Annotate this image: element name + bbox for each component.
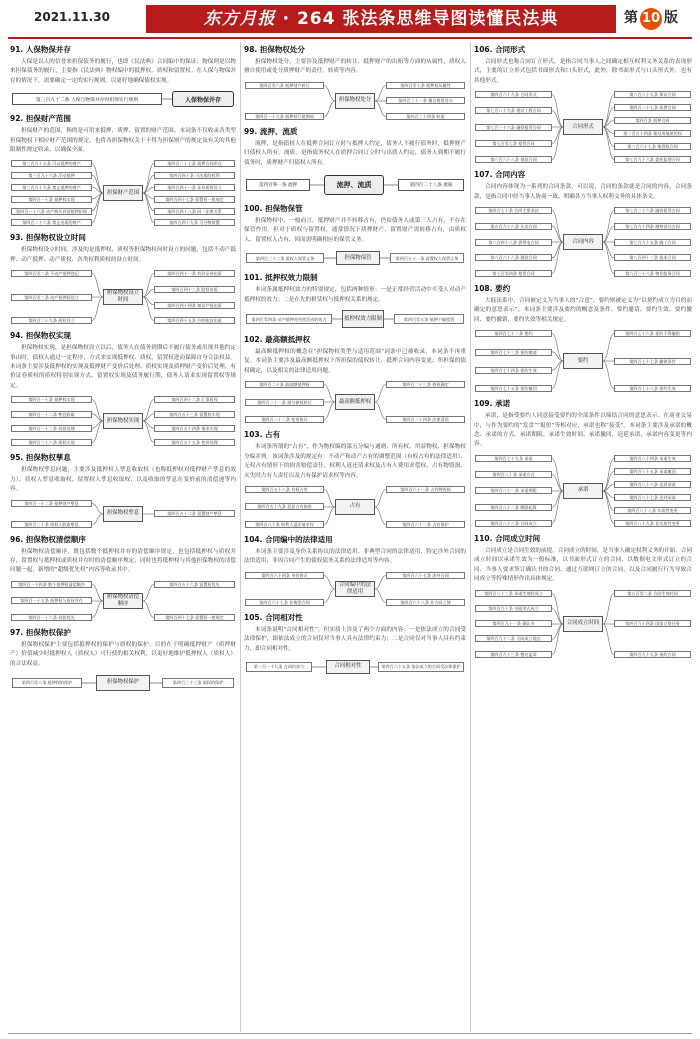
section-107 xyxy=(474,169,692,278)
section-body: 担保物权设立时间，涉及的是抵押权、质权等担保物权何时设立的问题，包括不动产抵押、动产抵押、动产质权、各类权利质权的设立时间。 xyxy=(10,247,236,263)
article-box: 第三百九十二条 人保与物保并存时担保实行规则 xyxy=(12,93,162,105)
mindmap-hub: 担保物权清偿顺序 xyxy=(103,593,143,609)
article-node: 第四百七十三条 要约邀请 xyxy=(475,349,552,356)
article-node: 第四百一十三条 价款处理 xyxy=(11,425,92,432)
article-node: 第四百六十条 权利人返还请求权 xyxy=(245,521,324,528)
mindmap-hub: 担保物保管 xyxy=(336,251,380,265)
article-node: 第四百一十五条 抵押权与质权并存 xyxy=(11,597,92,604)
mindmap xyxy=(10,159,236,227)
article-node: 第四百七十九条 承诺 xyxy=(475,455,552,462)
article-box: 第四百零一条 流押 xyxy=(246,179,310,191)
article-node: 第七百九十六条 委托监理合同 xyxy=(614,156,691,163)
article-node: 第五百九十六条 买卖合同 xyxy=(475,223,552,230)
section-title: 95. 担保物权孳息 xyxy=(10,453,71,463)
article-node: 第三百五十四条 建设用地使用权 xyxy=(614,130,691,137)
article-node: 第四百三十二条 质权人保管义务 xyxy=(246,253,324,263)
section-92 xyxy=(10,113,236,227)
article-node: 第四百一十九条 抵押权行使期间 xyxy=(245,113,324,120)
section-body: 担保物权实现，是担保物权设立以后，债务人在债务到期后不履行债务或出现其他约定事由时，债权人通过一定程序，方式来实现抵押权、质权、留置权进而保障自身合法权益。本词条主要涉及抵押权的实现及抵押财产变价后处理、质权实现及质押财产变价后处理，有价证券质权的质权特别实现方式、留置权实现及债务履行期，债务人请求实现留置权等规定。 xyxy=(10,345,236,389)
article-node: 第四百条 抵押合同 xyxy=(614,117,691,124)
article-node: 第四百五十八条 有权占有 xyxy=(245,486,324,493)
mindmap xyxy=(10,580,236,622)
mindmap xyxy=(10,269,236,325)
section-96 xyxy=(10,534,236,622)
column-divider xyxy=(240,42,241,1032)
article-node: 第三百九十六条 浮动抵押 xyxy=(11,172,92,179)
article-node: 第四百零八条 抵押权的保护 xyxy=(12,678,82,688)
article-node: 第四百四十七条 留置权一般规定 xyxy=(154,196,235,203)
footer-rule xyxy=(8,1033,692,1034)
section-100 xyxy=(244,203,466,267)
article-node: 第四百五十四条 请求实现 xyxy=(154,425,235,432)
section-body: 担保物权清偿顺序，既包括数个抵押权并存的清偿顺序规定，也包括抵押权与质权并存，留置权与抵押权或质权并存时的清偿顺序规定，同时也将抵押权与其他担保物权的清偿问题一起，新增的“超级优先权”内容等收录其中。 xyxy=(10,548,236,574)
header-rule xyxy=(8,37,692,39)
mindmap xyxy=(474,589,692,659)
section-title: 98. 担保物权处分 xyxy=(244,45,305,54)
section-title: 106. 合同形式 xyxy=(474,45,526,54)
section-93 xyxy=(10,232,236,325)
article-node: 第四百四十七条 留置权一般规定 xyxy=(154,614,235,621)
section-body: 担保物权孳息问题，主要涉及抵押权人孳息收取权（也称抵押权对抵押财产孳息的效力）、质权人孳息收取权、留置权人孳息收取权，以及收取的孳息在变价前的清偿递等内容。 xyxy=(10,467,236,493)
article-node: 第四百八十条 承诺方式 xyxy=(475,471,552,478)
masthead-title: · 264 张法条思维导图读懂民法典 xyxy=(282,9,559,29)
article-node: 第四百八十二条 期限起算 xyxy=(475,504,552,511)
article-node: 第四百八十一条 承诺期限 xyxy=(475,487,552,494)
section-title: 102. 最高额抵押权 xyxy=(244,335,311,345)
section-95 xyxy=(10,452,236,528)
mindmap xyxy=(244,249,466,267)
mindmap xyxy=(244,658,466,676)
section-title: 107. 合同内容 xyxy=(474,170,526,180)
page-prefix: 第 xyxy=(624,10,638,26)
article-node: 第四百零二条 不动产抵押登记 xyxy=(11,270,92,277)
mindmap-hub: 担保物权设立时间 xyxy=(103,289,143,305)
article-node: 第四百八十五条 承诺撤回 xyxy=(614,468,691,475)
article-node: 第四百八十九条 非实质性变更 xyxy=(614,520,691,527)
section-98 xyxy=(244,44,466,121)
section-title: 93. 担保物权设立时间 xyxy=(10,233,86,243)
article-box: 第四百二十八条 流质 xyxy=(398,179,464,191)
mindmap-hub: 担保物权处分 xyxy=(335,93,375,109)
column-1 xyxy=(10,42,236,1032)
article-node: 第四百五十三条 留置权实现 xyxy=(154,411,235,418)
article-node: 第四百二十四条 法律适用 xyxy=(386,416,465,423)
article-node: 第四百四十八条 同一法律关系 xyxy=(154,208,235,215)
article-node: 第四百二十条 最高额抵押权 xyxy=(245,381,324,388)
article-node: 第四百四十四条 知识产权出质 xyxy=(154,302,235,309)
article-node: 第四百二十三条 债权确定 xyxy=(386,381,465,388)
article-node: 第四百三十三条 质权的保护 xyxy=(162,678,234,688)
section-title: 101. 抵押权效力限制 xyxy=(244,273,318,283)
section-title: 100. 担保物保管 xyxy=(244,204,303,214)
article-node: 第四百零三条 动产抵押权设立 xyxy=(11,294,92,301)
article-node: 第七百零四条 租赁合同 xyxy=(475,270,552,277)
section-body: 合同形式也称合同订立形式，是指合同当事人之间确定相互权利义务关系的表现形式，主要的订立形式包括书面形式和口头形式，此外，除书面形式与口头形式外，也有其他形式。 xyxy=(474,59,692,84)
article-node: 第四百五十二条 留置财产孳息 xyxy=(154,510,235,517)
article-node: 第四百七十八条 要约失效 xyxy=(614,385,691,392)
mindmap xyxy=(474,90,692,164)
section-104 xyxy=(244,534,466,607)
section-body: 大陆法系中，合同被定义为当事人的“合意”，要约则被定义为“以契约成立为目的而确定的意思表示”。本词条主要涉及要约的概念及条件、要约邀请、要约生效、要约撤回、要约撤销、要约失效等相关规定。 xyxy=(474,298,692,323)
article-node: 第四百七十四条 要约生效 xyxy=(475,367,552,374)
masthead-band xyxy=(146,5,616,33)
article-node: 第四百七十二条 要约 xyxy=(475,330,552,337)
article-node: 第四百二十六条 禁止出质的财产 xyxy=(11,219,92,226)
mindmap-hub: 抵押权效力限制 xyxy=(342,310,384,328)
page-number xyxy=(624,7,678,30)
article-node: 第六百六十八条 借款合同 xyxy=(475,156,552,163)
article-node: 第三百九十九条 禁止抵押的财产 xyxy=(11,184,92,191)
section-title: 97. 担保物权保护 xyxy=(10,627,71,637)
mindmap xyxy=(244,172,466,198)
article-node: 第七百三十六条 融资租赁合同 xyxy=(614,207,691,214)
article-node: 第七百八十九条 建设工程合同 xyxy=(475,107,552,114)
page-header xyxy=(0,0,700,38)
article-node: 第四百五十九条 恶意占有损害 xyxy=(245,503,324,510)
section-101 xyxy=(244,272,466,329)
mindmap-hub: 要约 xyxy=(563,353,603,369)
article-node: 第八百四十三条 技术合同 xyxy=(614,254,691,261)
section-title: 92. 担保财产范围 xyxy=(10,114,71,124)
page-num-badge: 10 xyxy=(640,8,662,30)
section-title: 96. 担保物权清偿顺序 xyxy=(10,534,86,544)
article-node: 第四百一十六条 动产购买价款抵押担保 xyxy=(11,208,92,215)
section-body: 担保物权中，一般而言，抵押财产并不转移占有，仍由债务人或第三人占有，不存在保管作用。但对于质权与留置权，通常情况下质押财产、留置财产需转移占有，由质权人、留置权人占有，因而需明确相应的保管义务。 xyxy=(244,218,466,243)
mindmap xyxy=(474,454,692,528)
article-node: 第六百八十五条 保证合同 xyxy=(614,91,691,98)
mindmap-hub: 合同相对性 xyxy=(326,660,370,674)
mindmap-hub: 担保物权实现 xyxy=(103,413,143,429)
article-node: 第四百二十七条 质押合同 xyxy=(614,104,691,111)
section-99 xyxy=(244,126,466,198)
article-node: 第四百六十一条 占有物毁损 xyxy=(386,486,465,493)
article-node: 第四百三十六条 质权实现 xyxy=(11,439,92,446)
article-node: 第四百六十四条 身份协议 xyxy=(245,572,324,579)
section-91 xyxy=(10,44,236,108)
mindmap xyxy=(10,499,236,529)
article-node: 第四百一十二条 抵押财产孳息 xyxy=(11,500,92,507)
article-node: 第四百九十四条 国家订货任务 xyxy=(614,620,691,627)
mindmap-hub: 合同形式 xyxy=(563,119,603,135)
article-node: 第四百八十八条 实质性变更 xyxy=(614,507,691,514)
article-node: 第六百六十八条 借款合同 xyxy=(475,254,552,261)
mindmap-hub: 最高额抵押权 xyxy=(335,394,375,410)
mindmap-hub: 担保财产范围 xyxy=(103,185,143,201)
mindmap-hub: 合同内容 xyxy=(563,234,603,250)
section-body: 本词条属抵押权效力的特别规定，包括两种情形：一是正常经营活动中买受人对动产抵押权的效力；二是在先的租赁权与抵押权关系的规定。 xyxy=(244,287,466,303)
article-node: 第四百九十三条 签名盖章 xyxy=(475,651,552,658)
column-divider xyxy=(470,42,471,1032)
section-body: 承诺，是指受要约人同意接受要约的全部条件以缔结合同的意思表示。在商业交易中，与作为要约的“发盘”“报价”等相对应，承诺也称“接受”。本词条主要涉及承诺的概念、承诺的方式、承诺期限、承诺生效时间、承诺撤回、迟延承诺、承诺内容变更等内容。 xyxy=(474,413,692,448)
section-102 xyxy=(244,334,466,424)
article-node: 第四百四十五条 应收账款出质 xyxy=(154,317,235,324)
article-node: 第四百二十九条 质权设立 xyxy=(11,317,92,324)
article-node: 第四百七十六条 要约不得撤销 xyxy=(614,330,691,337)
article-node: 第四百六十五条 依法成立的合同受法律保护 xyxy=(378,662,464,672)
article-node: 第五百零二条 合同生效时间 xyxy=(614,590,691,597)
article-node: 第四百八十七条 迟到承诺 xyxy=(614,494,691,501)
article-node: 第四百三十四条 转质 xyxy=(386,113,465,120)
article-node: 第四百六十七条 涉外合同 xyxy=(386,572,465,579)
article-node: 第四百六十九条 合同形式 xyxy=(475,91,552,98)
mindmap xyxy=(10,395,236,447)
article-node: 第四百零四条 动产抵押对经营活动的效力 xyxy=(246,314,332,324)
section-title: 110. 合同成立时间 xyxy=(474,533,541,543)
article-node: 第四百七十七条 撤销条件 xyxy=(614,358,691,365)
mindmap-hub: 担保物权孳息 xyxy=(103,506,143,522)
article-node: 第四百五十一条 留置权人保管义务 xyxy=(390,253,464,263)
section-body: 流押，是指债权人在抵押合同订立时与抵押人约定，债务人不履行债务时，抵押财产归债权人所有。流质，是指债务权人在质押合同订立时与出质人约定，债务人到期不履行债务时，质押财产归债权人所有。 xyxy=(244,140,466,166)
section-title: 94. 担保物权实现 xyxy=(10,331,71,341)
article-node: 第四百八十三条 承诺生效时成立 xyxy=(475,590,552,597)
section-title: 105. 合同相对性 xyxy=(244,612,303,622)
article-node: 第四百一十条 抵押权实现 xyxy=(11,396,92,403)
mindmap-hub: 人保物保并存 xyxy=(172,91,234,107)
article-node: 第四百零五条 抵押不破租赁 xyxy=(394,314,464,324)
issue-date: 2021.11.30 xyxy=(34,10,110,24)
article-node: 第四百一十二条 孳息收取 xyxy=(11,411,92,418)
section-108 xyxy=(474,283,692,393)
section-title: 104. 合同编中的法律适用 xyxy=(244,534,333,544)
article-node: 第四百八十三条 合同成立 xyxy=(475,520,552,527)
mindmap-hub: 占有 xyxy=(335,499,375,515)
article-node: 第四百七十条 合同主要条款 xyxy=(475,207,552,214)
article-node: 第三百九十五条 可以抵押的财产 xyxy=(11,160,92,167)
section-title: 103. 占有 xyxy=(244,430,281,440)
article-node: 第四百四十三条 股权出质 xyxy=(154,286,235,293)
mindmap xyxy=(244,309,466,329)
article-node: 第三百六十七条 地役权合同 xyxy=(614,143,691,150)
section-105 xyxy=(244,612,466,676)
article-node: 第四百一十条 抵押权实现 xyxy=(11,196,92,203)
article-node: 第四百三十条 质权人收取孳息 xyxy=(11,521,92,528)
section-title: 91. 人保物保并存 xyxy=(10,45,71,54)
article-node: 第七百九十五条 施工合同 xyxy=(614,239,691,246)
mindmap-hub: 合同编中的法律适用 xyxy=(335,581,375,597)
section-103 xyxy=(244,429,466,529)
article-node: 第四百一十四条 数个抵押权清偿顺序 xyxy=(11,581,92,588)
article-node: 第四百九十一条 确认书 xyxy=(475,620,552,627)
section-body: 合同成立是合同生效的前提，合同成立的时间，是当事人确定权利义务的开始。合同成立时间以承诺生效为一般标准，以书面形式订立的合同、以数据电文形式订立的合同、当事人要求签订确认书的合同、通过互联网订立的合同，以及合同履行行为导致合同成立等特殊情形作出具体规定。 xyxy=(474,547,692,583)
mindmap xyxy=(10,90,236,108)
article-node: 第七百九十四条 勘察设计合同 xyxy=(614,223,691,230)
section-body: 最高额抵押权的概念在“担保物权类型与适用范围”词条中已被收录，本词条不再重复。本词条主要涉及最高额抵押权下所担保的债权转让、抵押合同内容变更、所担保的债权确定，以及相关的法律适用问题。 xyxy=(244,349,466,374)
section-body: 担保财产的范围，指的是可用来抵押、质押、留置的财产范围。本词条不仅收录各类型担保物权下相应财产范围的规定，也将各担保物权关于不得为担保财产的规定及有关的其他限制性规定收录，以确保全面。 xyxy=(10,128,236,154)
article-node: 第四百七十五条 要约撤回 xyxy=(475,385,552,392)
article-node: 第一百一十九条 合同约束力 xyxy=(246,662,312,672)
mindmap xyxy=(10,673,236,693)
article-node: 第四百八十四条 承诺生效 xyxy=(614,455,691,462)
article-node: 第四百九十二条 合同成立地点 xyxy=(475,635,552,642)
mindmap-hub: 承诺 xyxy=(563,483,603,499)
mindmap xyxy=(244,485,466,529)
article-node: 第四百六十八条 非合同之债 xyxy=(386,599,465,606)
section-body: 本词条所谓的“占有”，作为物权编的第五分编与通则、所有权、用益物权、担保物权分编并列。该词条涉及的规定有：不动产和动产占有的调整范围（有权占有的法律适用）、无权占有情形下的损害赔偿责任、权利人返还请求权及占有人费用求偿权、占有物毁损、灭失时占有人责任以及占有保护请求权等内容。 xyxy=(244,444,466,479)
article-node: 第四百九十条 书面形式成立 xyxy=(475,605,552,612)
section-title: 99. 流押、流质 xyxy=(244,126,298,136)
mindmap-hub: 流押、流质 xyxy=(324,175,384,195)
article-node: 第四百二十七条 质押合同形式 xyxy=(154,160,235,167)
article-node: 第四百三十一条 擅自使用处分 xyxy=(386,97,465,104)
article-node: 第四百零六条 抵押财产转让 xyxy=(245,82,324,89)
section-body: 担保物权处分，主要涉及抵押财产的转让、抵押财产的出租等方面的从属性，质权人擅自使用或处分质押财产的责任，转质等内容。 xyxy=(244,59,466,75)
article-node: 第四百一十六条 价款优先 xyxy=(11,614,92,621)
section-title: 109. 承诺 xyxy=(474,399,511,409)
mindmap xyxy=(244,380,466,424)
mindmap xyxy=(244,81,466,121)
article-node: 第四百四十二条 汇票质权 xyxy=(154,396,235,403)
mindmap-hub: 担保物权保护 xyxy=(96,675,150,691)
mindmap xyxy=(474,329,692,393)
article-node: 第四百五十五条 变价处理 xyxy=(154,439,235,446)
paper-name: 东方月报 xyxy=(203,9,276,29)
article-node: 第四百六十二条 占有保护 xyxy=(386,521,465,528)
article-node: 第四百四十一条 证券质权设立 xyxy=(154,184,235,191)
column-2 xyxy=(244,42,466,1032)
section-110 xyxy=(474,533,692,659)
article-node: 第四百二十一条 部分债权转让 xyxy=(245,399,324,406)
section-body: 担保物权保护主要包括抵押权的保护与质权的保护，目的在于明确抵押财产（质押财产）价值减少时抵押权人（质权人）可行使的相关权利，以更好地维护抵押权人（质权人）的合法权益。 xyxy=(10,641,236,667)
mindmap xyxy=(474,206,692,278)
article-node: 第七百三十六条 融资租赁合同 xyxy=(475,124,552,131)
section-body: 本词条说明“合同相对性”，但实质上涉及了两个方面的内容：一是依法成立的合同受法律保护，即依法成立的合同仅对当事人具有法律约束力；二是合同仅对当事人具有约束力，即合同相对性。 xyxy=(244,626,466,652)
mindmap-hub: 合同成立时间 xyxy=(563,616,603,632)
section-body: 本词条主要涉及身份关系协议的法律适用、非典型合同的法律适用、特定涉外合同的法律适用、非因合同产生的债权债务关系的法律适用等内容。 xyxy=(244,548,466,565)
article-node: 第四百零七条 抵押权从属性 xyxy=(386,82,465,89)
mindmap xyxy=(244,571,466,607)
section-97 xyxy=(10,627,236,693)
column-3 xyxy=(474,42,692,1032)
section-109 xyxy=(474,398,692,528)
article-node: 第九百三十八条 物业服务合同 xyxy=(614,270,691,277)
article-node: 第四百六十七条 非典型合同 xyxy=(245,599,324,606)
article-node: 第四百五十六条 留置权优先 xyxy=(154,581,235,588)
section-94 xyxy=(10,330,236,447)
article-node: 第四百四十一条 有价证券出质 xyxy=(154,270,235,277)
section-body: 人保是以人的信誉来担保债务的履行，也即《民法典》合同编中的保证；物保则是以物来担保债务的履行，主要指《民法典》物权编中的抵押权、质权和留置权。在人保与物保并存的情况下，需要确定一定的实行规则，以更好地确保债权实现。 xyxy=(10,59,236,84)
article-node: 第四百四十九条 可分物留置 xyxy=(154,219,235,226)
section-title: 108. 要约 xyxy=(474,284,511,294)
section-body: 合同内容体现为一系列的合同条款，可以说，合同的条款就是合同的内容。合同条款，是指合同中经当事人协商一致、明确各方当事人权利义务的具体条文。 xyxy=(474,184,692,200)
article-node: 第七百零七条 租赁合同 xyxy=(475,140,552,147)
article-node: 第四百四十条 可出质的权利 xyxy=(154,172,235,179)
article-node: 第六百四十八条 供用电合同 xyxy=(475,239,552,246)
article-node: 第四百八十六条 迟延承诺 xyxy=(614,481,691,488)
section-106 xyxy=(474,44,692,164)
page-suffix: 版 xyxy=(664,10,678,26)
article-node: 第四百二十二条 变更协议 xyxy=(245,416,324,423)
article-node: 第四百九十五条 预约合同 xyxy=(614,651,691,658)
